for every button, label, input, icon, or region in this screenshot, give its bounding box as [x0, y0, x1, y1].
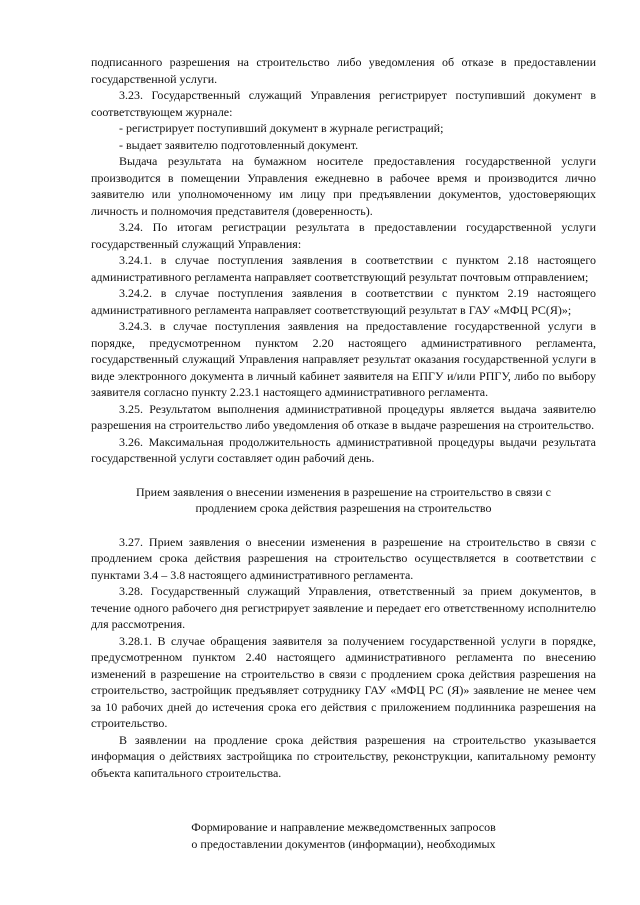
paragraph-3-26: 3.26. Максимальная продолжительность административной процедуры выдачи результата государственной услуги составляет один рабочий день. — [91, 434, 596, 465]
heading2-line-2: о предоставлении документов (информации), необходимых — [191, 836, 496, 851]
list-item-register: - регистрирует поступивший документ в журнале регистраций; — [119, 121, 444, 135]
section-heading-2 — [91, 819, 596, 852]
section-heading-1 — [91, 484, 596, 517]
heading-line-1: Прием заявления о внесении изменения в разрешение на строительство в связи с — [136, 484, 551, 499]
heading-line-2: продлением срока действия разрешения на строительство — [195, 501, 492, 515]
mid-section — [91, 534, 596, 782]
paragraph-extension-info: В заявлении на продление срока действия разрешения на строительство указывается информация о действиях застройщика по строительству, реконструкции, капитальному ремонту объекта капитального строительства. — [91, 732, 596, 780]
paragraph-issuance-paper: Выдача результата на бумажном носителе предоставления государственной услуги производится в помещении Управления ежедневно в рабочее время и производится лично заявителю или уполномоченному им лицу при предъявлении документов, удостоверяющих личность и полномочия представителя (доверенность). — [91, 154, 596, 218]
paragraph-continuation: подписанного разрешения на строительство либо уведомления об отказе в предоставлении государственной услуги. — [91, 55, 596, 86]
paragraph-3-24-1: 3.24.1. в случае поступления заявления в соответствии с пунктом 2.18 настоящего административного регламента направляет соответствующий результат почтовым отправлением; — [91, 253, 596, 284]
paragraph-3-24-2: 3.24.2. в случае поступления заявления в соответствии с пунктом 2.19 настоящего административного регламента направляет соответствующий результат в ГАУ «МФЦ РС(Я)»; — [91, 286, 596, 317]
paragraph-3-28-1: 3.28.1. В случае обращения заявителя за получением государственной услуги в порядке, предусмотренном пунктом 2.40 настоящего административного регламента по внесению изменений в разрешение на строительство в связи с продлением срока действия разрешения на строительство, застройщик предъявляет сотруднику ГАУ «МФЦ РС (Я)» заявление не менее чем за 10 рабочих дней до истечения срока его действия с приложением подлинника разрешения на строительство. — [91, 633, 596, 730]
paragraph-3-27: 3.27. Прием заявления о внесении изменения в разрешение на строительство в связи с продлением срока действия разрешения на строительство осуществляется в соответствии с пунктами 3.4 – 3.8 настоящего административного регламента. — [91, 534, 596, 582]
paragraph-3-28: 3.28. Государственный служащий Управления, ответственный за прием документов, в течение одного рабочего дня регистрирует заявление и передает его ответственному исполнителю для рассмотрения. — [91, 584, 596, 631]
paragraph-3-23: 3.23. Государственный служащий Управления регистрирует поступивший документ в соответствующем журнале: — [91, 88, 596, 119]
paragraph-3-25: 3.25. Результатом выполнения административной процедуры является выдача заявителю разрешения на строительство либо уведомления об отказе в выдаче разрешения на строительство. — [91, 401, 596, 432]
top-section — [91, 54, 596, 467]
heading2-line-1: Формирование и направление межведомственных запросов — [191, 820, 496, 834]
paragraph-3-24: 3.24. По итогам регистрации результата в предоставлении государственной услуги государственный служащий Управления: — [91, 220, 596, 251]
paragraph-3-24-3: 3.24.3. в случае поступления заявления на предоставление государственной услуги в порядке, предусмотренном пунктом 2.20 настоящего административного регламента, государственный служащий Управления направляет результат оказания государственной услуги в виде электронного документа в личный кабинет заявителя на ЕПГУ и/или РПГУ, либо по выбору заявителя согласно пункту 2.23.1 настоящего административного регламента. — [91, 319, 596, 399]
list-item-issue: - выдает заявителю подготовленный документ. — [119, 137, 359, 152]
